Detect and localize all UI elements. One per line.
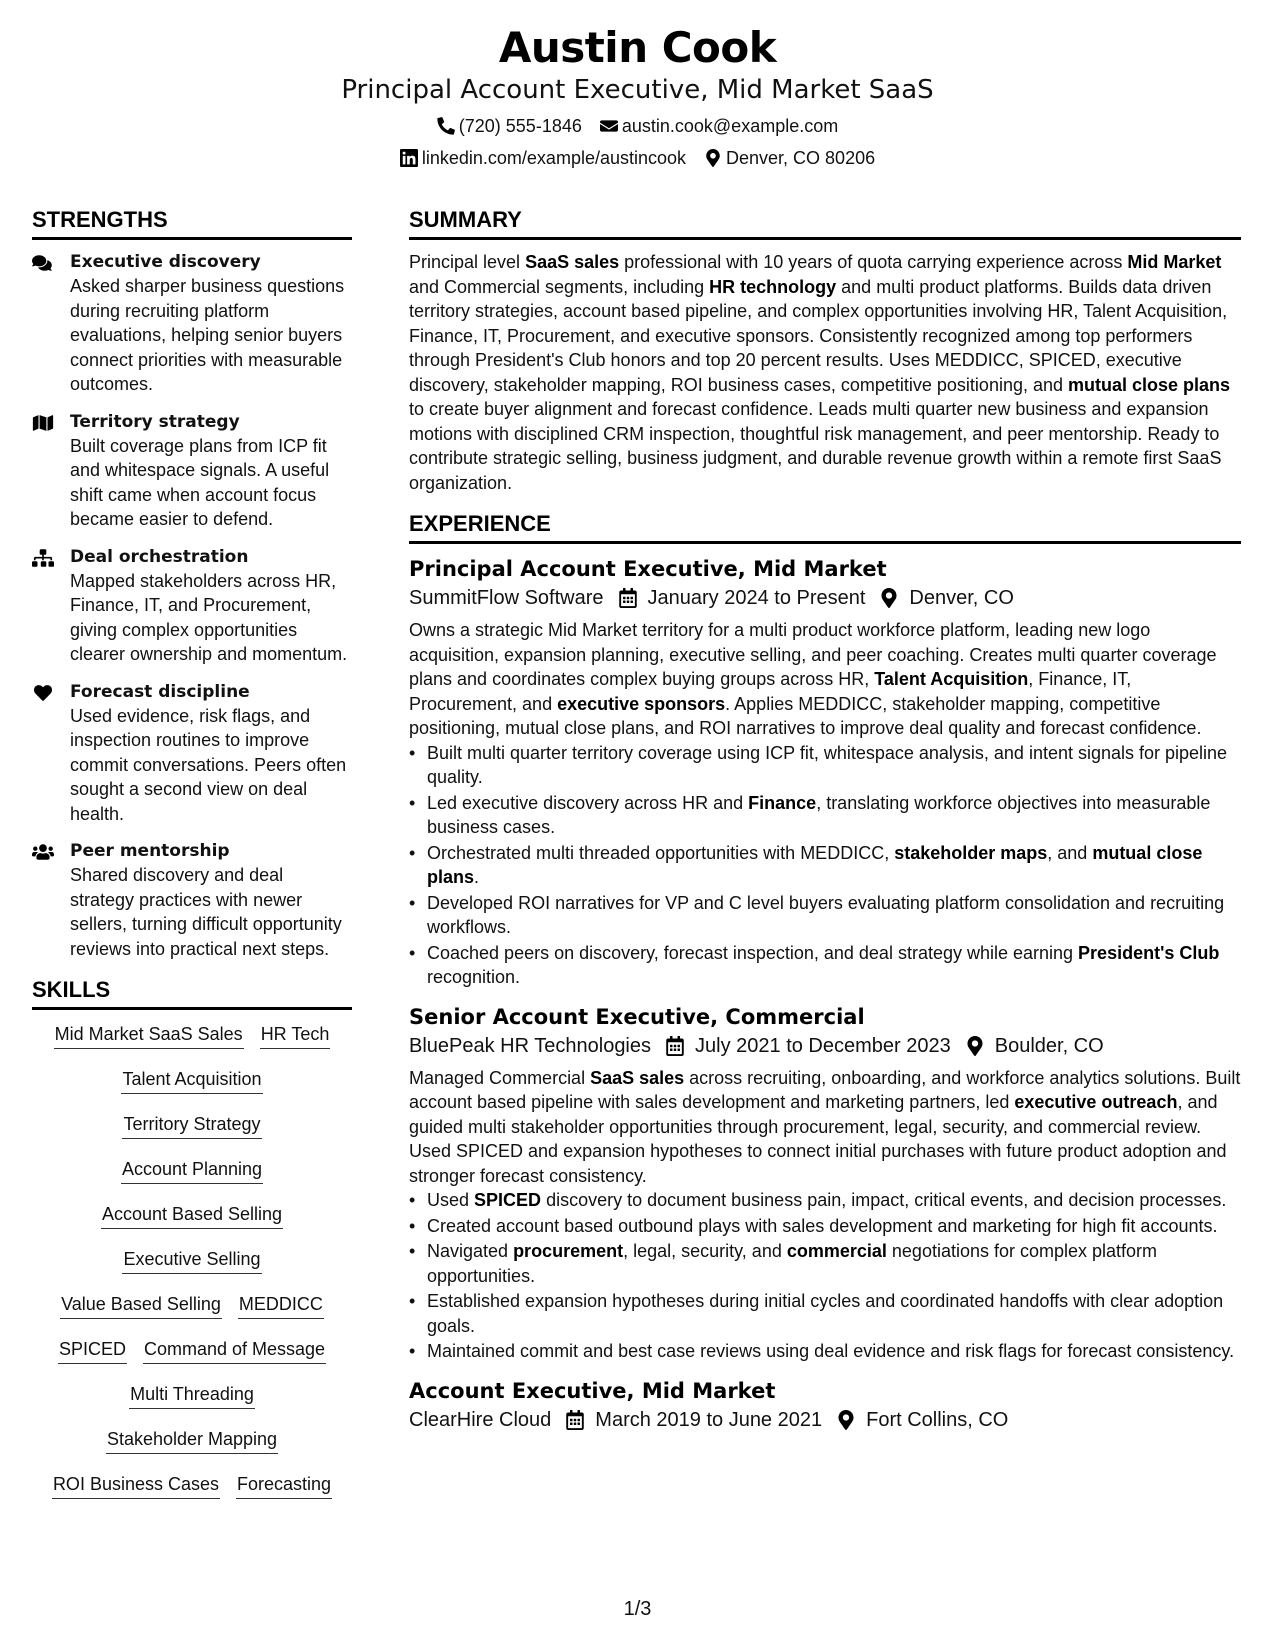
skill-tag: MEDDICC xyxy=(238,1292,324,1319)
strength-desc: Asked sharper business questions during recruiting platform evaluations, helping senior buyers connect priorities with measurable outcomes. xyxy=(70,276,345,394)
left-column xyxy=(32,205,352,1517)
skill-row xyxy=(32,1067,352,1094)
strength-item xyxy=(32,250,352,397)
skill-tag: Stakeholder Mapping xyxy=(106,1427,278,1454)
skill-tag: Account Planning xyxy=(121,1157,263,1184)
phone-contact xyxy=(437,114,582,138)
skills-heading: SKILLS xyxy=(32,975,352,1010)
skill-row xyxy=(32,1472,352,1499)
skill-tag: HR Tech xyxy=(260,1022,331,1049)
summary-heading: SUMMARY xyxy=(409,205,1241,240)
envelope-icon xyxy=(600,117,618,135)
strength-title: Executive discovery xyxy=(70,252,261,272)
strength-desc: Built coverage plans from ICP fit and whitespace signals. A useful shift came when account focus became easier to defend. xyxy=(70,435,330,529)
job-bullet: • Developed ROI narratives for VP and C level buyers evaluating platform consolidation and recruiting workflows. xyxy=(409,891,1241,940)
job-dates: July 2021 to December 2023 xyxy=(665,1032,951,1060)
strengths-list xyxy=(32,250,352,961)
map-marker-icon xyxy=(704,149,722,167)
map-marker-icon xyxy=(965,1036,985,1056)
job-description: Managed Commercial SaaS sales across recruiting, onboarding, and workforce analytics solutions. Built account based pipeline with sales development and marketing partners, led executive outreach, and guided multi stakeholder opportunities through procurement, legal, security, and commercial review. Used SPICED and expansion hypotheses to connect initial purchases with future product adoption and stronger forecast consistency. xyxy=(409,1067,1241,1186)
job-bullets xyxy=(409,1188,1241,1364)
calendar-icon xyxy=(665,1036,685,1056)
strength-item xyxy=(32,680,352,827)
strength-title: Peer mentorship xyxy=(70,841,230,861)
skill-row xyxy=(32,1292,352,1319)
job-title: Account Executive, Mid Market xyxy=(409,1378,776,1403)
contact-row-2 xyxy=(0,146,1275,170)
skill-row xyxy=(32,1112,352,1139)
skill-tag: Multi Threading xyxy=(129,1382,255,1409)
job-bullet: • Used SPICED discovery to document business pain, impact, critical events, and decision processes. xyxy=(409,1188,1241,1213)
location-contact xyxy=(704,146,875,170)
candidate-name: Austin Cook xyxy=(498,23,777,72)
strength-title: Territory strategy xyxy=(70,411,240,432)
map-marker-icon xyxy=(836,1410,856,1430)
heart-icon xyxy=(32,680,70,827)
skill-row xyxy=(32,1202,352,1229)
email-text: austin.cook@example.com xyxy=(621,116,839,136)
job-bullet: • Built multi quarter territory coverage using ICP fit, whitespace analysis, and intent signals for pipeline quality. xyxy=(409,741,1241,790)
job-entry xyxy=(409,554,1241,990)
comments-icon xyxy=(32,250,70,397)
job-location: Denver, CO xyxy=(879,584,1013,612)
skill-row xyxy=(32,1022,352,1049)
skill-row xyxy=(32,1427,352,1454)
phone-icon xyxy=(437,117,455,135)
job-meta xyxy=(409,584,1241,612)
email-contact[interactable] xyxy=(600,114,838,138)
job-company: BluePeak HR Technologies xyxy=(409,1034,652,1057)
sitemap-icon xyxy=(32,545,70,667)
skill-tag: Account Based Selling xyxy=(101,1202,283,1229)
job-bullet: • Established expansion hypotheses during initial cycles and coordinated handoffs with clear adoption goals. xyxy=(409,1289,1241,1338)
job-dates: March 2019 to June 2021 xyxy=(565,1406,822,1434)
job-description: Owns a strategic Mid Market territory for a multi product workforce platform, leading new logo acquisition, expansion planning, executive selling, and peer coaching. Creates multi quarter coverage plans and coordinates complex buying groups across HR, Talent Acquisition, Finance, IT, Procurement, and executive sponsors. Applies MEDDICC, stakeholder mapping, competitive positioning, mutual close plans, and ROI narratives to improve deal quality and forecast confidence. xyxy=(409,620,1217,738)
job-bullet: • Navigated procurement, legal, security, and commercial negotiations for complex platform opportunities. xyxy=(409,1239,1241,1288)
job-title: Principal Account Executive, Mid Market xyxy=(409,557,887,581)
summary-text: Principal level SaaS sales professional with 10 years of quota carrying experience across Mid Market and Commercial segments, including HR technology and multi product platforms. Builds data driven territory strategies, account based pipeline, and complex opportunities involving HR, Talent Acquisition, Finance, IT, Procurement, and executive sponsors. Consistently recognized among top performers through President's Club honors and top 20 percent results. Uses MEDDICC, SPICED, executive discovery, stakeholder mapping, ROI business cases, competitive positioning, and mutual close plans to create buyer alignment and forecast confidence. Leads multi quarter new business and expansion motions with disciplined CRM inspection, thoughtful risk management, and peer mentorship. Ready to contribute strategic selling, business judgment, and durable revenue growth within a remote first SaaS organization. xyxy=(409,252,1231,493)
skill-row xyxy=(32,1247,352,1274)
job-bullet: • Coached peers on discovery, forecast inspection, and deal strategy while earning President's Club recognition. xyxy=(409,941,1241,990)
job-bullet: • Orchestrated multi threaded opportunities with MEDDICC, stakeholder maps, and mutual close plans. xyxy=(409,841,1241,890)
linkedin-contact[interactable] xyxy=(400,146,686,170)
calendar-icon xyxy=(618,588,638,608)
skill-tag: Talent Acquisition xyxy=(121,1067,262,1094)
job-title: Senior Account Executive, Commercial xyxy=(409,1004,865,1029)
strength-desc: Shared discovery and deal strategy practices with newer sellers, turning difficult opportunity reviews into practical next steps. xyxy=(70,865,342,959)
strength-desc: Used evidence, risk flags, and inspection routines to improve commit conversations. Peers often sought a second view on deal health. xyxy=(70,705,347,824)
skill-tag: Mid Market SaaS Sales xyxy=(54,1022,244,1049)
job-entry xyxy=(409,1002,1241,1364)
strength-item xyxy=(32,545,352,667)
map-icon xyxy=(32,410,70,532)
job-bullet: • Maintained commit and best case reviews using deal evidence and risk flags for forecast consistency. xyxy=(409,1339,1241,1364)
strength-title: Forecast discipline xyxy=(70,681,250,702)
linkedin-text: linkedin.com/example/austincook xyxy=(421,148,687,168)
linkedin-icon xyxy=(400,149,418,167)
skill-row xyxy=(32,1157,352,1184)
job-meta xyxy=(409,1406,1241,1434)
candidate-title: Principal Account Executive, Mid Market SaaS xyxy=(341,75,934,105)
job-company: ClearHire Cloud xyxy=(409,1408,552,1431)
strength-item xyxy=(32,839,352,961)
contact-row-1 xyxy=(0,114,1275,138)
job-company: SummitFlow Software xyxy=(409,587,604,609)
skills-list xyxy=(32,1022,352,1499)
location-text: Denver, CO 80206 xyxy=(726,148,876,168)
jobs-list xyxy=(409,554,1241,1434)
phone-text: (720) 555-1846 xyxy=(458,116,582,136)
resume-header xyxy=(0,22,1275,170)
skill-row xyxy=(32,1382,352,1409)
map-marker-icon xyxy=(879,588,899,608)
page-number: 1/3 xyxy=(623,1598,652,1620)
strengths-heading: STRENGTHS xyxy=(32,205,352,240)
calendar-icon xyxy=(565,1410,585,1430)
job-bullets xyxy=(409,741,1241,990)
job-location: Fort Collins, CO xyxy=(836,1406,1008,1434)
strength-desc: Mapped stakeholders across HR, Finance, IT, and Procurement, giving complex opportunities clearer ownership and momentum. xyxy=(70,570,348,664)
job-location: Boulder, CO xyxy=(965,1032,1104,1060)
skill-tag: ROI Business Cases xyxy=(52,1472,220,1499)
skill-tag: Command of Message xyxy=(143,1337,326,1364)
skill-tag: Value Based Selling xyxy=(60,1292,222,1319)
job-entry xyxy=(409,1376,1241,1434)
job-meta xyxy=(409,1032,1241,1060)
users-icon xyxy=(32,839,70,961)
skill-tag: Executive Selling xyxy=(122,1247,261,1274)
strength-title: Deal orchestration xyxy=(70,546,249,567)
experience-heading: EXPERIENCE xyxy=(409,509,1241,544)
right-column xyxy=(409,205,1241,1446)
skill-tag: Territory Strategy xyxy=(122,1112,261,1139)
skill-row xyxy=(32,1337,352,1364)
skill-tag: Forecasting xyxy=(236,1472,332,1499)
strength-item xyxy=(32,410,352,532)
skill-tag: SPICED xyxy=(58,1337,127,1364)
job-bullet: • Led executive discovery across HR and Finance, translating workforce objectives into measurable business cases. xyxy=(409,791,1241,840)
job-bullet: • Created account based outbound plays with sales development and marketing for high fit accounts. xyxy=(409,1214,1241,1239)
job-dates: January 2024 to Present xyxy=(618,584,866,612)
